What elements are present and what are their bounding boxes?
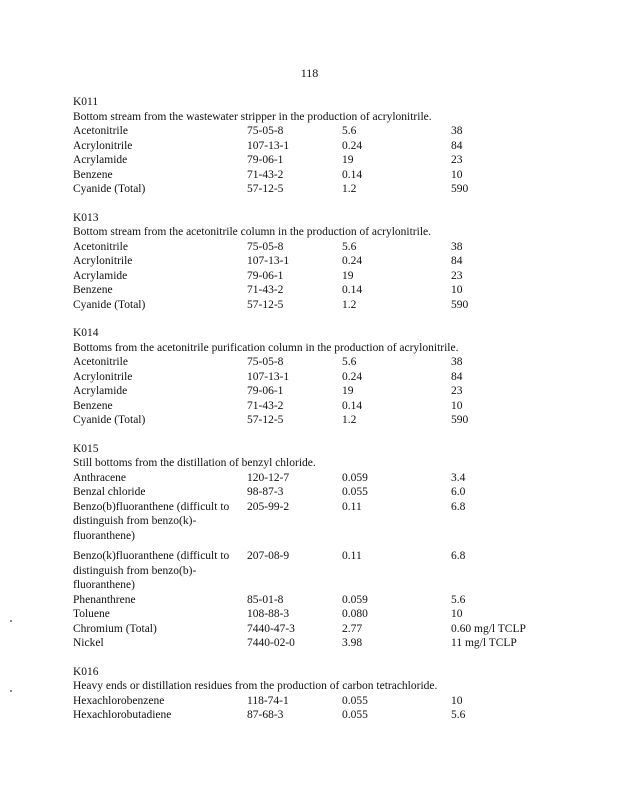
constituent-name: Acetonitrile — [73, 125, 128, 137]
table-row — [73, 355, 573, 370]
table-row — [73, 413, 573, 428]
scan-speck — [10, 620, 12, 622]
table-row — [73, 607, 573, 622]
nonwastewater-standard: 590 — [451, 414, 469, 426]
table-row — [73, 168, 573, 183]
nonwastewater-standard: 10 — [451, 168, 463, 181]
constituent-name: Benzene — [73, 284, 113, 296]
nonwastewater-standard: 38 — [451, 240, 463, 253]
nonwastewater-standard: 6.8 — [451, 550, 466, 562]
table-row — [73, 182, 573, 197]
table-row — [73, 549, 573, 593]
cas-number: 98-87-3 — [247, 486, 284, 498]
table-row — [73, 622, 573, 637]
cas-number: 79-06-1 — [247, 385, 284, 397]
nonwastewater-standard: 6.8 — [451, 500, 466, 513]
waste-code: K016 — [73, 665, 99, 678]
cas-number: 57-12-5 — [247, 298, 284, 311]
constituent-name: Acrylonitrile — [73, 255, 133, 267]
scan-speck — [10, 690, 12, 692]
wastewater-standard: 0.059 — [342, 593, 368, 606]
constituent-name: Acrylamide — [73, 385, 128, 397]
constituent-name: Toluene — [73, 608, 110, 620]
wastewater-standard: 0.059 — [342, 471, 368, 484]
wastewater-standard: 0.14 — [342, 168, 363, 181]
wastewater-standard: 0.14 — [342, 284, 363, 296]
nonwastewater-standard: 10 — [451, 399, 463, 412]
table-row — [73, 153, 573, 168]
wastewater-standard: 3.98 — [342, 637, 363, 649]
cas-number: 71-43-2 — [247, 399, 284, 412]
nonwastewater-standard: 5.6 — [451, 593, 466, 606]
table-row — [73, 708, 573, 723]
waste-code: K013 — [73, 211, 99, 224]
constituent-name: Nickel — [73, 637, 104, 649]
constituent-name: Cyanide (Total) — [73, 183, 146, 195]
nonwastewater-standard: 38 — [451, 125, 463, 137]
nonwastewater-standard: 84 — [451, 139, 463, 152]
wastewater-standard: 0.055 — [342, 486, 368, 498]
table-row — [73, 254, 573, 269]
page-number: 118 — [300, 66, 319, 80]
constituent-name: Benzo(k)fluoranthene (difficult to distinguish from benzo(b)-fluoranthene) — [73, 550, 230, 591]
cas-number: 79-06-1 — [247, 269, 284, 282]
table-row — [73, 269, 573, 284]
table-row — [73, 485, 573, 500]
constituent-name: Chromium (Total) — [73, 622, 157, 635]
constituent-name: Cyanide (Total) — [73, 414, 146, 426]
constituent-name: Hexachlorobutadiene — [73, 709, 172, 721]
waste-code: K014 — [73, 327, 99, 339]
wastewater-standard: 19 — [342, 154, 354, 166]
nonwastewater-standard: 10 — [451, 284, 463, 296]
wastewater-standard: 1.2 — [342, 298, 357, 311]
wastewater-standard: 5.6 — [342, 240, 357, 253]
cas-number: 79-06-1 — [247, 154, 284, 166]
table-row — [73, 384, 573, 399]
nonwastewater-standard: 11 mg/l TCLP — [451, 637, 517, 649]
cas-number: 107-13-1 — [247, 255, 290, 267]
cas-number: 108-88-3 — [247, 608, 290, 620]
nonwastewater-standard: 590 — [451, 298, 469, 311]
nonwastewater-standard: 10 — [451, 608, 463, 620]
waste-description: Bottom stream from the wastewater stripper in the production of acrylonitrile. — [73, 110, 432, 123]
table-row — [73, 139, 573, 154]
constituent-name: Benzal chloride — [73, 486, 146, 498]
cas-number: 107-13-1 — [247, 370, 290, 383]
table-row — [73, 240, 573, 255]
waste-code: K011 — [73, 96, 99, 108]
section-k014 — [73, 326, 573, 428]
wastewater-standard: 19 — [342, 385, 354, 397]
constituent-name: Hexachlorobenzene — [73, 694, 165, 707]
table-row — [73, 500, 573, 544]
constituent-name: Anthracene — [73, 471, 126, 484]
table-row — [73, 298, 573, 313]
cas-number: 118-74-1 — [247, 694, 289, 707]
section-k013 — [73, 211, 573, 313]
table-row — [73, 593, 573, 608]
wastewater-standard: 0.24 — [342, 139, 363, 152]
wastewater-standard: 5.6 — [342, 356, 357, 368]
constituent-name: Benzene — [73, 168, 113, 181]
wastewater-standard: 0.14 — [342, 399, 363, 412]
constituent-name: Benzo(b)fluoranthene (difficult to distinguish from benzo(k)-fluoranthene) — [73, 500, 230, 542]
nonwastewater-standard: 84 — [451, 255, 463, 267]
wastewater-standard: 19 — [342, 269, 354, 282]
table-row — [73, 471, 573, 486]
wastewater-standard: 0.11 — [342, 500, 362, 513]
wastewater-standard: 5.6 — [342, 125, 357, 137]
constituent-name: Cyanide (Total) — [73, 298, 146, 311]
cas-number: 57-12-5 — [247, 414, 284, 426]
constituent-name: Phenanthrene — [73, 593, 136, 606]
cas-number: 85-01-8 — [247, 593, 284, 606]
cas-number: 71-43-2 — [247, 284, 284, 296]
constituent-name: Acetonitrile — [73, 240, 128, 253]
cas-number: 75-05-8 — [247, 125, 284, 137]
cas-number: 75-05-8 — [247, 240, 284, 253]
waste-description: Bottom stream from the acetonitrile column in the production of acrylonitrile. — [73, 226, 431, 238]
table-row — [73, 283, 573, 298]
cas-number: 7440-02-0 — [247, 637, 295, 649]
nonwastewater-standard: 38 — [451, 356, 463, 368]
waste-description: Heavy ends or distillation residues from the production of carbon tetrachloride. — [73, 680, 438, 692]
nonwastewater-standard: 23 — [451, 269, 463, 282]
waste-description: Still bottoms from the distillation of benzyl chloride. — [73, 457, 316, 469]
table-row — [73, 694, 573, 709]
wastewater-standard: 0.055 — [342, 709, 368, 721]
wastewater-standard: 1.2 — [342, 414, 357, 426]
cas-number: 107-13-1 — [247, 139, 290, 152]
table-row — [73, 636, 573, 651]
wastewater-standard: 0.24 — [342, 255, 363, 267]
nonwastewater-standard: 3.4 — [451, 471, 466, 484]
section-k016 — [73, 665, 573, 723]
waste-code: K015 — [73, 442, 99, 455]
wastewater-standard: 1.2 — [342, 183, 357, 195]
cas-number: 207-08-9 — [247, 550, 290, 562]
section-k011 — [73, 95, 573, 197]
constituent-name: Acrylamide — [73, 269, 128, 282]
wastewater-standard: 0.24 — [342, 370, 363, 383]
nonwastewater-standard: 590 — [451, 183, 469, 195]
cas-number: 87-68-3 — [247, 709, 284, 721]
cas-number: 75-05-8 — [247, 356, 284, 368]
cas-number: 7440-47-3 — [247, 622, 295, 635]
nonwastewater-standard: 23 — [451, 154, 463, 166]
table-row — [73, 370, 573, 385]
cas-number: 120-12-7 — [247, 471, 290, 484]
nonwastewater-standard: 84 — [451, 370, 463, 383]
constituent-name: Benzene — [73, 399, 113, 412]
constituent-name: Acrylonitrile — [73, 139, 133, 152]
waste-code-list — [73, 95, 573, 737]
cas-number: 57-12-5 — [247, 183, 284, 195]
nonwastewater-standard: 10 — [451, 694, 463, 707]
section-k015 — [73, 442, 573, 651]
wastewater-standard: 2.77 — [342, 622, 363, 635]
nonwastewater-standard: 6.0 — [451, 486, 466, 498]
waste-description: Bottoms from the acetonitrile purification column in the production of acrylonitrile. — [73, 341, 459, 354]
wastewater-standard: 0.055 — [342, 694, 368, 707]
cas-number: 205-99-2 — [247, 500, 290, 513]
wastewater-standard: 0.11 — [342, 550, 362, 562]
constituent-name: Acrylamide — [73, 154, 128, 166]
nonwastewater-standard: 5.6 — [451, 709, 466, 721]
cas-number: 71-43-2 — [247, 168, 284, 181]
nonwastewater-standard: 23 — [451, 385, 463, 397]
nonwastewater-standard: 0.60 mg/l TCLP — [451, 622, 526, 635]
table-row — [73, 124, 573, 139]
constituent-name: Acrylonitrile — [73, 370, 133, 383]
wastewater-standard: 0.080 — [342, 608, 368, 620]
constituent-name: Acetonitrile — [73, 356, 128, 368]
table-row — [73, 399, 573, 414]
